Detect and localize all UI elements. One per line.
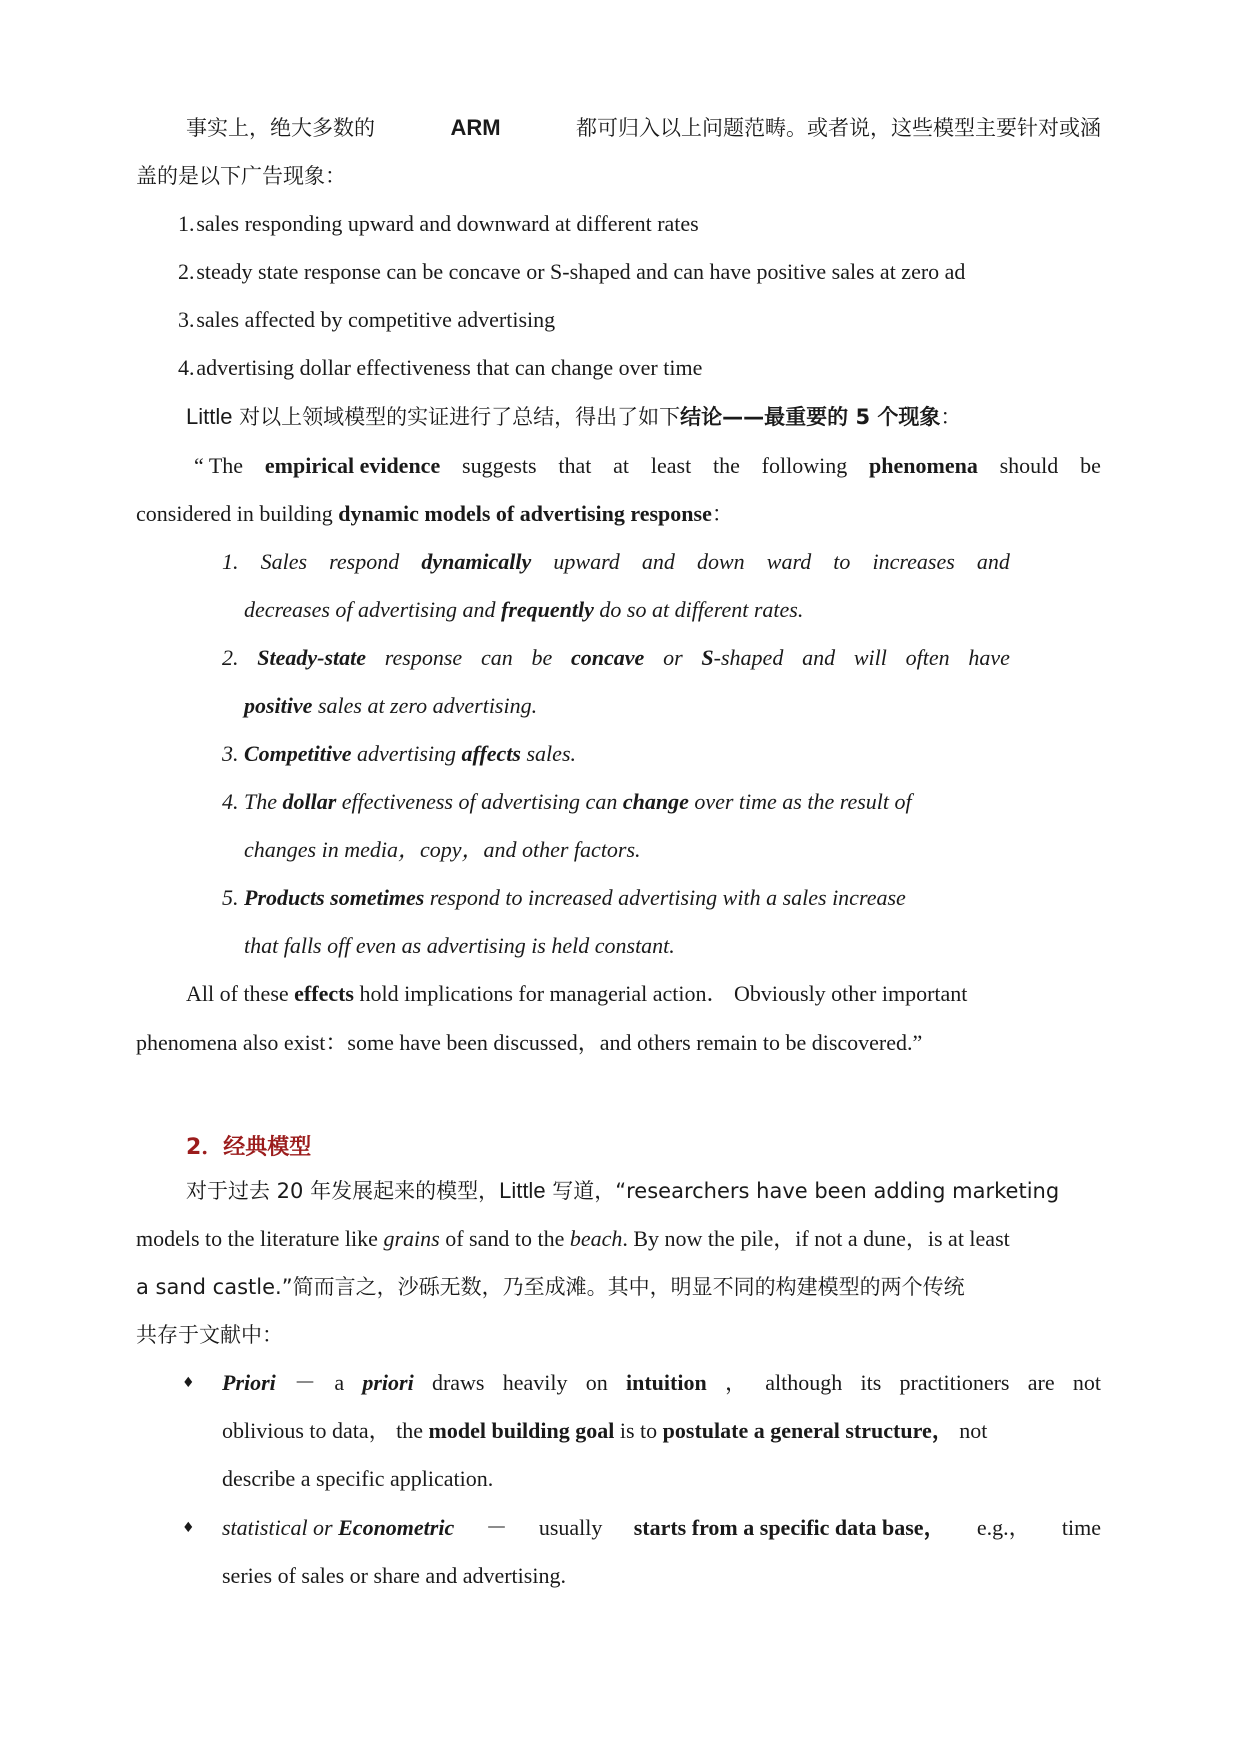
bullet-1-line-1: Priori － a priori draws heavily on intuition ， although its practitioners are not [222,1370,1101,1395]
quote-item-2-line-1: 2. Steady-state response can be concave or S-shaped and will often have [222,645,1010,670]
bullet-2-line-1: statistical or Econometric － usually starts from a specific data base， e.g.， time [222,1515,1101,1540]
quote-item-3: 3. Competitive advertising affects sales. [222,741,576,766]
quote-item-1-line-2: decreases of advertising and frequently do so at different rates. [244,597,804,622]
little-summary: Little 对以上领域模型的实证进行了总结，得出了如下结论——最重要的 5 个现象： [186,404,962,429]
bullet-1-line-2: oblivious to data， the model building goal is to postulate a general structure， not [222,1418,988,1443]
intro-line-1: 事实上，绝大多数的 ARM 都可归入以上问题范畴。或者说，这些模型主要针对或涵 [186,115,1101,140]
quote-item-1-line-1: 1. Sales respond dynamically upward and down ward to increases and [222,549,1010,574]
quote-intro-line-2: considered in building dynamic models of advertising response： [136,501,733,526]
section2-line-2: models to the literature like grains of sand to the beach. By now the pile，if not a dune，is at least [136,1226,1010,1251]
quote-item-4-line-1: 4. The dollar effectiveness of advertising can change over time as the result of [222,789,912,814]
quote-item-2-line-2: positive sales at zero advertising. [244,693,538,718]
diamond-bullet-icon: ♦ [182,1375,195,1391]
phenomena-item-1: 1. sales responding upward and downward at different rates [178,211,699,236]
quote-intro-line-1: “ The empirical evidence suggests that at least the following phenomena should be [194,453,1101,478]
section2-line-4: 共存于文献中： [136,1323,283,1347]
phenomena-item-2: 2. steady state response can be concave or S-shaped and can have positive sales at zero ad [178,259,966,284]
section2-line-3: a sand castle.”简而言之，沙砾无数，乃至成滩。其中，明显不同的构建模型的两个传统 [136,1275,965,1299]
bullet-1-line-3: describe a specific application. [222,1466,494,1491]
quote-close-line-1: All of these effects hold implications for managerial action． Obviously other important [186,981,968,1006]
quote-item-5-line-1: 5. Products sometimes respond to increased advertising with a sales increase [222,885,906,910]
quote-close-line-2: phenomena also exist：some have been discussed，and others remain to be discovered.” [136,1030,923,1055]
bullet-2-line-2: series of sales or share and advertising. [222,1563,566,1588]
diamond-bullet-icon: ♦ [182,1520,195,1536]
section2-line-1: 对于过去 20 年发展起来的模型，Little 写道，“researchers have been adding marketing [186,1178,1060,1203]
intro-line-2: 盖的是以下广告现象： [136,164,346,188]
phenomena-item-3: 3. sales affected by competitive advertising [178,307,556,332]
quote-item-4-line-2: changes in media，copy，and other factors. [244,837,641,862]
quote-item-5-line-2: that falls off even as advertising is held constant. [244,933,675,958]
section-heading: 2．经典模型 [186,1135,312,1160]
phenomena-item-4: 4. advertising dollar effectiveness that can change over time [178,355,703,380]
